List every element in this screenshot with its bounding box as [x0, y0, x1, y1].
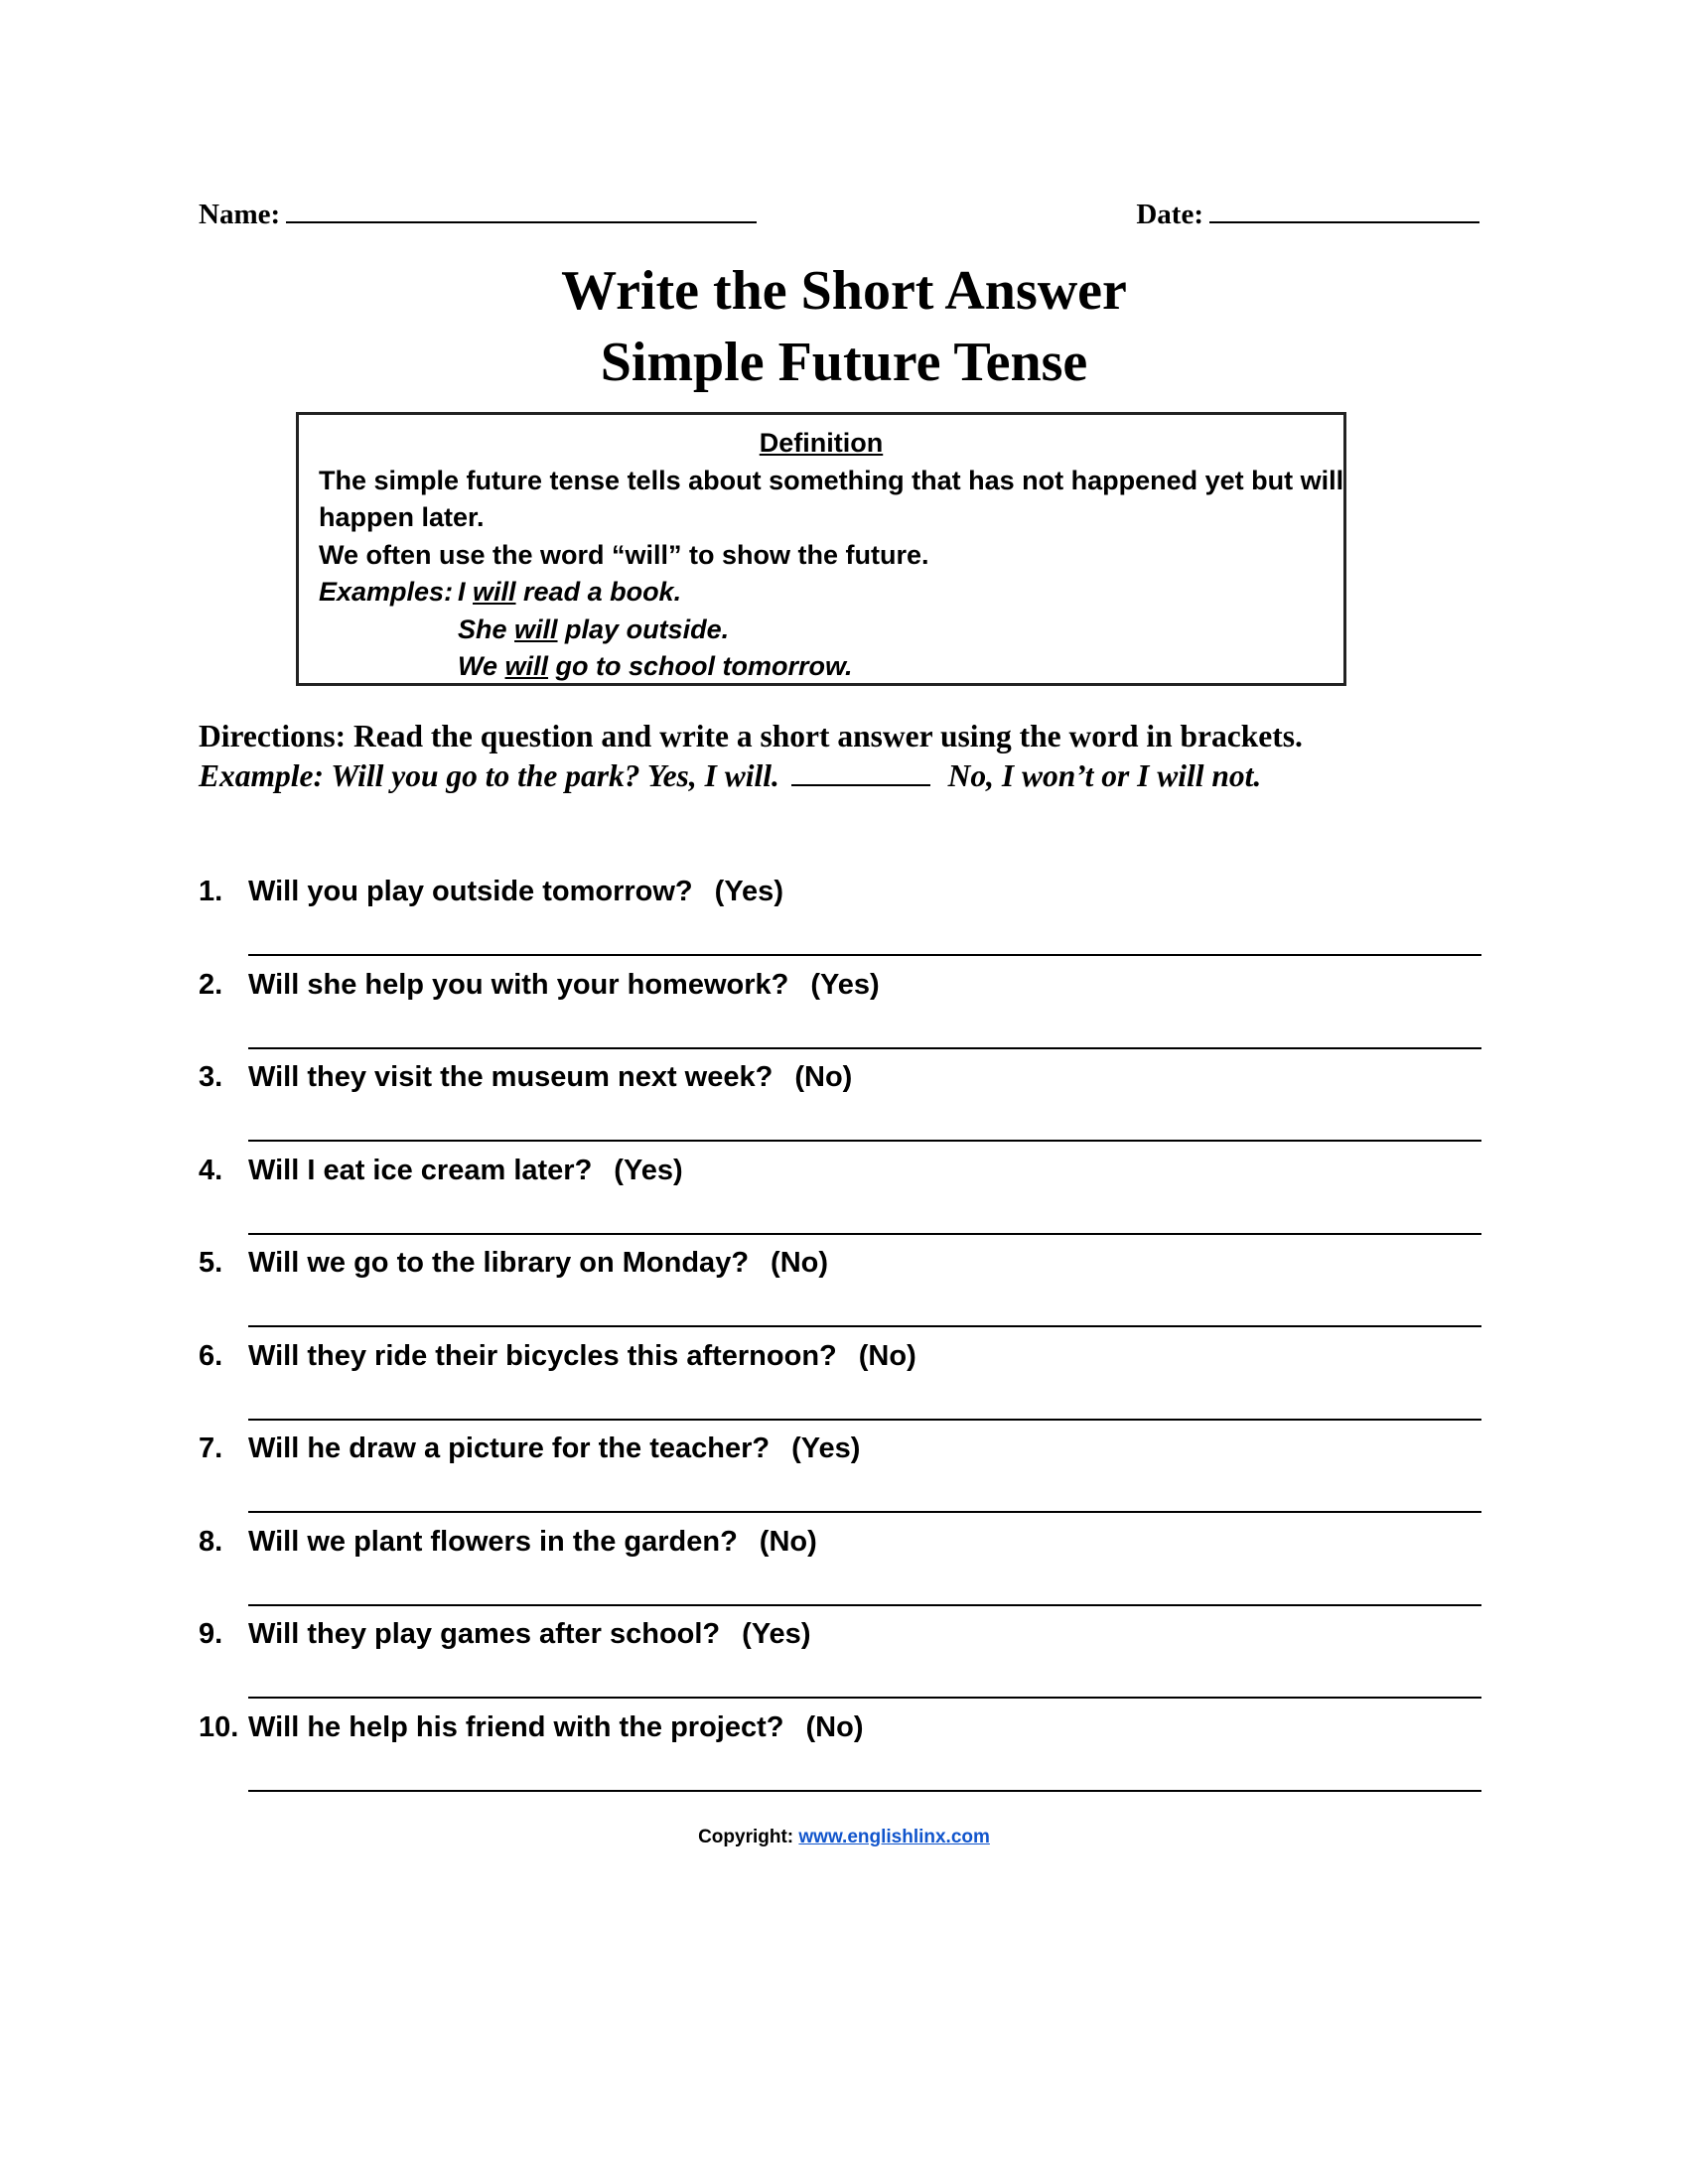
directions-block	[199, 717, 1303, 796]
page-title: Write the Short Answer	[561, 260, 1127, 322]
example-line-3	[319, 648, 1324, 686]
question-hint: (Yes)	[810, 968, 880, 1001]
answer-line[interactable]	[248, 1140, 1481, 1142]
question-number: 3.	[199, 1061, 223, 1093]
question-text: Will they ride their bicycles this afternoon?	[248, 1339, 837, 1372]
answer-line[interactable]	[248, 954, 1481, 956]
date-field-group	[1136, 199, 1479, 231]
question-text: Will I eat ice cream later?	[248, 1154, 593, 1186]
date-label: Date:	[1136, 199, 1203, 230]
definition-line-2: happen later.	[319, 502, 485, 532]
copyright-footer	[0, 1827, 1688, 1848]
question-item	[199, 1336, 1481, 1430]
question-hint: (No)	[858, 1339, 916, 1372]
question-item	[199, 965, 1481, 1058]
question-hint: (No)	[805, 1710, 864, 1743]
question-text-group	[248, 1614, 810, 1654]
definition-box	[296, 412, 1346, 686]
question-hint: (Yes)	[791, 1433, 861, 1464]
question-number: 6.	[199, 1339, 223, 1372]
question-list	[199, 872, 1481, 1800]
question-number: 10.	[199, 1710, 239, 1743]
date-blank-line[interactable]	[1209, 200, 1479, 223]
directions-example	[199, 756, 1303, 796]
question-text-group	[248, 1057, 852, 1097]
question-text-group	[248, 1243, 828, 1283]
question-number: 5.	[199, 1247, 223, 1279]
question-number: 1.	[199, 876, 223, 907]
question-text: Will she help you with your homework?	[248, 968, 789, 1001]
example-3-pre: We	[458, 651, 505, 681]
question-text: Will we go to the library on Monday?	[248, 1247, 750, 1279]
example-blank-line	[791, 764, 930, 786]
question-item	[199, 1057, 1481, 1151]
name-field-group	[199, 199, 757, 231]
example-line-1	[319, 574, 1324, 612]
header-row	[199, 199, 1479, 238]
definition-heading: Definition	[759, 428, 884, 458]
question-text-group	[248, 1429, 860, 1468]
example-2-post: play outside.	[557, 614, 730, 644]
copyright-link[interactable]: www.englishlinx.com	[798, 1827, 990, 1847]
question-text-group	[248, 1336, 916, 1376]
question-text: Will he draw a picture for the teacher?	[248, 1433, 771, 1464]
example-2-will: will	[514, 614, 558, 644]
question-hint: (No)	[759, 1525, 817, 1558]
question-text: Will they visit the museum next week?	[248, 1061, 774, 1093]
question-text: Will they play games after school?	[248, 1618, 721, 1650]
question-number: 7.	[199, 1433, 223, 1464]
page-subtitle: Simple Future Tense	[600, 332, 1088, 393]
question-text-group	[248, 1522, 817, 1562]
question-item	[199, 1614, 1481, 1707]
question-number: 4.	[199, 1154, 223, 1186]
question-text: Will you play outside tomorrow?	[248, 876, 693, 907]
question-text-group	[248, 1151, 683, 1190]
example-no: No, I won’t or I will not.	[947, 758, 1262, 793]
example-line-2	[319, 612, 1324, 649]
example-1-post: read a book.	[515, 577, 682, 607]
question-item	[199, 872, 1481, 965]
question-text-group	[248, 1707, 863, 1747]
question-text: Will he help his friend with the project?	[248, 1710, 784, 1743]
question-hint: (No)	[794, 1061, 853, 1093]
question-hint: (Yes)	[742, 1618, 811, 1650]
example-yes: Example: Will you go to the park? Yes, I will.	[199, 758, 779, 793]
question-item	[199, 1522, 1481, 1615]
answer-line[interactable]	[248, 1604, 1481, 1606]
question-hint: (Yes)	[714, 876, 783, 907]
example-3-will: will	[504, 651, 549, 681]
directions-text: Directions: Read the question and write a short answer using the word in brackets.	[199, 719, 1303, 753]
question-number: 8.	[199, 1525, 223, 1558]
name-blank-line[interactable]	[286, 200, 757, 223]
question-item	[199, 1243, 1481, 1336]
question-item	[199, 1151, 1481, 1244]
definition-line-1: The simple future tense tells about something that has not happened yet but will	[319, 465, 1344, 495]
example-1-pre: I	[458, 577, 474, 607]
example-3-post: go to school tomorrow.	[548, 651, 853, 681]
answer-line[interactable]	[248, 1697, 1481, 1699]
answer-line[interactable]	[248, 1047, 1481, 1049]
question-text-group	[248, 965, 880, 1005]
answer-line[interactable]	[248, 1419, 1481, 1421]
example-1-will: will	[473, 577, 516, 607]
name-label: Name:	[199, 199, 281, 230]
question-text: Will we plant flowers in the garden?	[248, 1525, 738, 1558]
question-number: 9.	[199, 1618, 223, 1650]
copyright-label: Copyright:	[698, 1827, 794, 1847]
question-hint: (Yes)	[614, 1154, 683, 1186]
definition-line-3: We often use the word “will” to show the future.	[319, 539, 929, 570]
question-hint: (No)	[771, 1247, 829, 1279]
examples-label: Examples:	[319, 577, 454, 607]
question-item	[199, 1707, 1481, 1801]
answer-line[interactable]	[248, 1790, 1481, 1792]
question-text-group	[248, 872, 783, 911]
question-item	[199, 1429, 1481, 1522]
answer-line[interactable]	[248, 1511, 1481, 1513]
question-number: 2.	[199, 968, 223, 1001]
answer-line[interactable]	[248, 1233, 1481, 1235]
answer-line[interactable]	[248, 1325, 1481, 1327]
example-2-pre: She	[458, 614, 515, 644]
